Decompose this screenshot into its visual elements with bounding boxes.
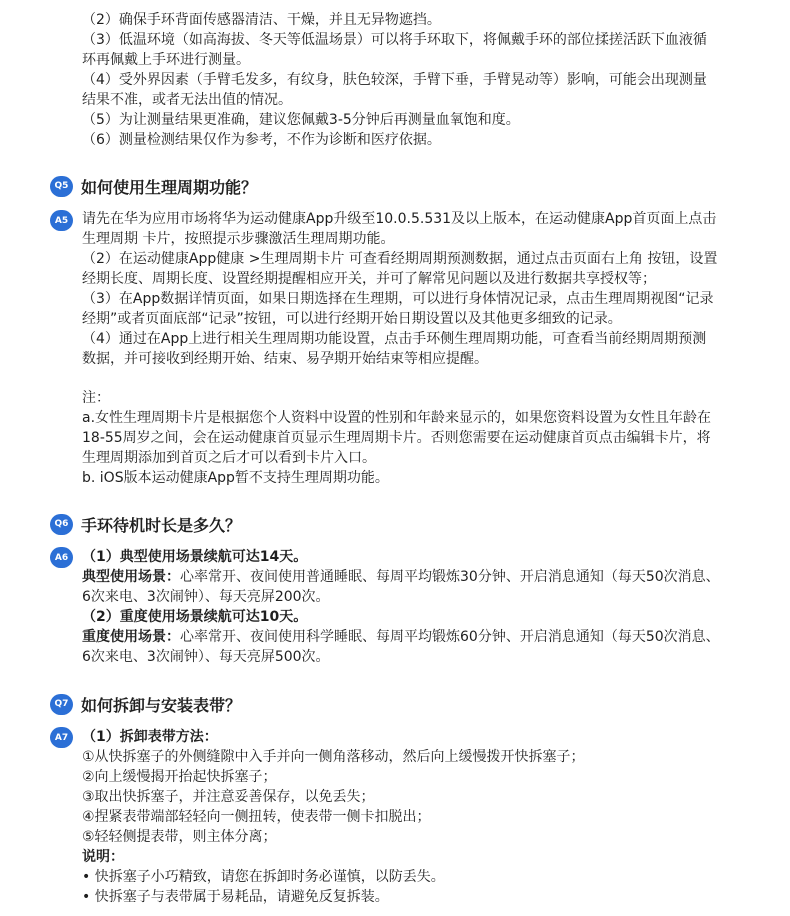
a7-step: ①从快拆塞子的外侧缝隙中入手并向一侧角落移动，然后向上缓慢拨开快拆塞子；: [82, 749, 585, 765]
a5-note-block: [82, 388, 742, 488]
intro-line: 环再佩戴上手环进行测量。: [82, 52, 250, 68]
intro-line: （6）测量检测结果仅作为参考，不作为诊断和医疗依据。: [82, 132, 441, 148]
a5-line: （4）通过在App上进行相关生理周期功能设置，点击手环侧生理周期功能，可查看当前经期周期预测: [82, 331, 707, 347]
a7-note-label: 说明：: [82, 849, 124, 865]
intro-block: [82, 10, 742, 150]
a5-line: 经期长度、周期长度、设置经期提醒相应开关，并可了解常见问题以及进行数据共享授权等；: [82, 271, 656, 287]
a6-scene-2: 重度使用场景：心率常开、夜间使用科学睡眠、每周平均锻炼60分钟、开启消息通知（每天50次消息、: [82, 629, 720, 645]
intro-line: （5）为让测量结果更准确，建议您佩戴3-5分钟后再测量血氧饱和度。: [82, 112, 520, 128]
a6-scene-1: 典型使用场景：心率常开、夜间使用普通睡眠、每周平均锻炼30分钟、开启消息通知（每天50次消息、: [82, 569, 720, 585]
a7-block: [82, 727, 742, 907]
a7-step: ②向上缓慢揭开抬起快拆塞子；: [82, 769, 277, 785]
a7-bullet: • 快拆塞子小巧精致，请您在拆卸时务必谨慎，以防丢失。: [82, 869, 445, 885]
note-label: 注：: [82, 390, 110, 406]
a7-bullet: • 快拆塞子与表带属于易耗品，请避免反复拆装。: [82, 889, 389, 905]
intro-line: （3）低温环境（如高海拔、冬天等低温场景）可以将手环取下，将佩戴手环的部位揉搓活跃下血液循: [82, 32, 707, 48]
a5-line: （3）在App数据详情页面，如果日期选择在生理期，可以进行身体情况记录，点击生理周期视图“记录: [82, 291, 714, 307]
a5-line: 生理周期 卡片，按照提示步骤激活生理周期功能。: [82, 231, 395, 247]
q7-title: 如何拆卸与安装表带？: [81, 695, 242, 715]
note-line: 生理周期添加到首页之后才可以看到卡片入口。: [82, 450, 376, 466]
a5-line: 请先在华为应用市场将华为运动健康App升级至10.0.5.531及以上版本，在运动健康App首页面上点击: [82, 211, 717, 227]
q6-badge: Q6: [50, 514, 73, 535]
intro-line: （4）受外界因素（手臂毛发多，有纹身，肤色较深，手臂下垂，手臂晃动等）影响，可能会出现测量: [82, 72, 707, 88]
intro-line: 结果不准，或者无法出值的情况。: [82, 92, 292, 108]
q5-badge: Q5: [50, 176, 73, 197]
a6-heading-2: （2）重度使用场景续航可达10天。: [82, 609, 308, 625]
a5-line: 经期”或者页面底部“记录”按钮，可以进行经期开始日期设置以及其他更多细致的记录。: [82, 311, 622, 327]
a5-line: （2）在运动健康App健康 >生理周期卡片 可查看经期周期预测数据，通过点击页面右上角 按钮，设置: [82, 251, 718, 267]
q6-heading: [50, 512, 241, 536]
a6-scene-1-cont: 6次来电、3次闹钟）、每天亮屏200次。: [82, 589, 330, 605]
a5-block: [82, 209, 742, 369]
note-line: 18-55周岁之间，会在运动健康首页显示生理周期卡片。否则您需要在运动健康首页点击编辑卡片，将: [82, 430, 711, 446]
a5-badge: A5: [50, 210, 73, 231]
q7-badge: Q7: [50, 694, 73, 715]
note-line: b. iOS版本运动健康App暂不支持生理周期功能。: [82, 470, 389, 486]
q7-heading: [50, 692, 241, 716]
a7-badge: A7: [50, 727, 73, 748]
a7-heading: （1）拆卸表带方法：: [82, 729, 218, 745]
q6-title: 手环待机时长是多久？: [81, 515, 242, 535]
a7-step: ⑤轻轻侧提表带，则主体分离；: [82, 829, 277, 845]
q5-heading: [50, 174, 257, 198]
a7-step: ③取出快拆塞子，并注意妥善保存，以免丢失；: [82, 789, 375, 805]
note-line: a.女性生理周期卡片是根据您个人资料中设置的性别和年龄来显示的，如果您资料设置为女性且年龄在: [82, 410, 712, 426]
intro-line: （2）确保手环背面传感器清洁、干燥，并且无异物遮挡。: [82, 12, 441, 28]
a6-heading-1: （1）典型使用场景续航可达14天。: [82, 549, 308, 565]
q5-title: 如何使用生理周期功能？: [81, 177, 258, 197]
a6-block: [82, 547, 742, 667]
a6-scene-2-cont: 6次来电、3次闹钟）、每天亮屏500次。: [82, 649, 330, 665]
a6-badge: A6: [50, 547, 73, 568]
a5-line: 数据，并可接收到经期开始、结束、易孕期开始结束等相应提醒。: [82, 351, 488, 367]
a7-step: ④捏紧表带端部轻轻向一侧扭转，使表带一侧卡扣脱出；: [82, 809, 431, 825]
